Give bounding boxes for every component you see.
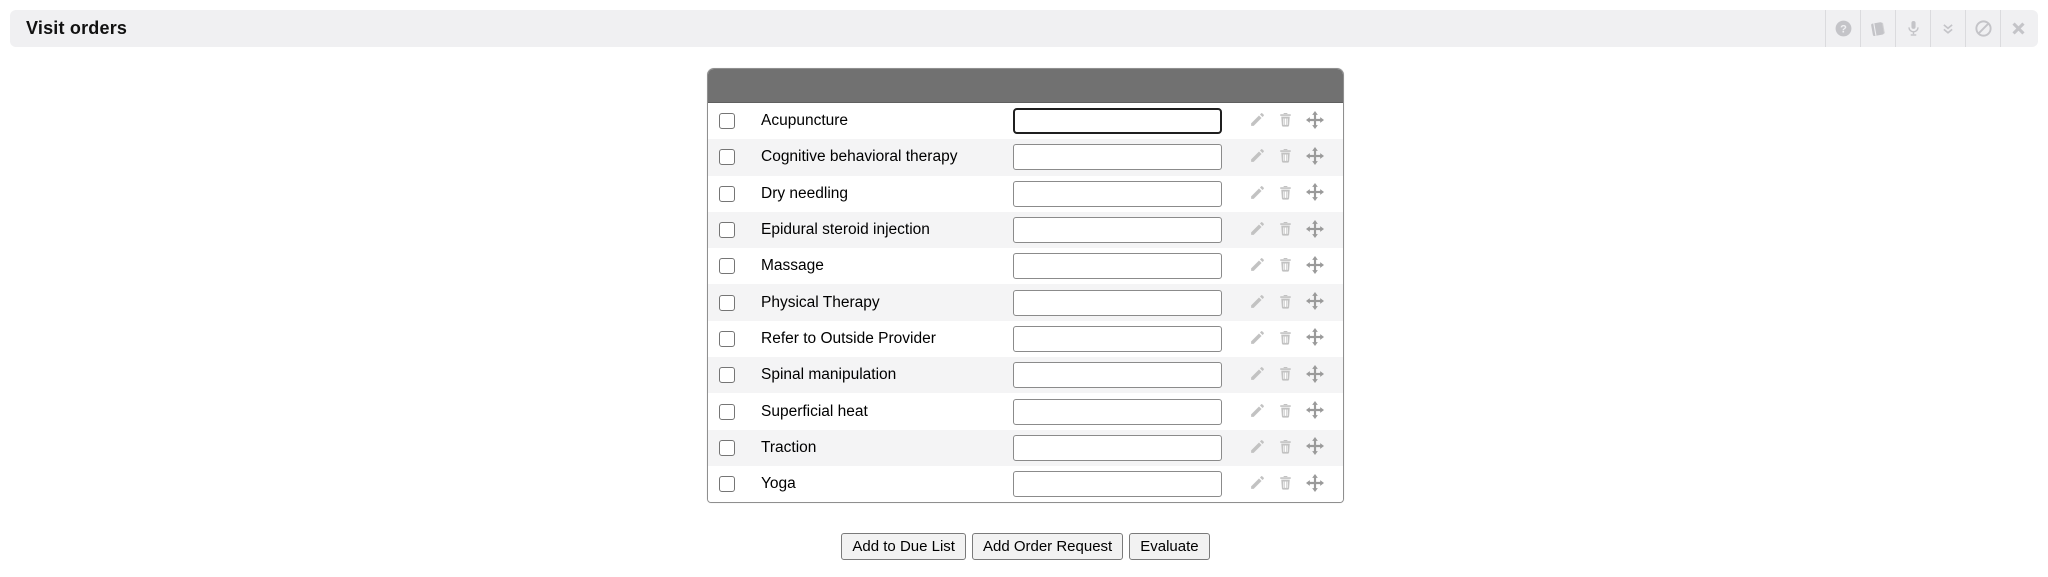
delete-button[interactable] bbox=[1277, 293, 1294, 313]
order-row bbox=[708, 212, 1343, 248]
trash-icon bbox=[1277, 293, 1294, 313]
pencil-icon bbox=[1249, 438, 1266, 458]
order-checkbox[interactable] bbox=[719, 367, 735, 383]
order-detail-input[interactable] bbox=[1013, 290, 1222, 316]
row-icons bbox=[1249, 219, 1343, 242]
edit-button[interactable] bbox=[1249, 147, 1266, 167]
order-checkbox[interactable] bbox=[719, 149, 735, 165]
trash-icon bbox=[1277, 365, 1294, 385]
order-label: Massage bbox=[761, 257, 824, 275]
order-detail-input[interactable] bbox=[1013, 326, 1222, 352]
row-icons bbox=[1249, 255, 1343, 278]
delete-button[interactable] bbox=[1277, 220, 1294, 240]
titlebar-toolbar bbox=[1825, 10, 2035, 47]
move-arrows-icon bbox=[1305, 255, 1325, 278]
order-checkbox[interactable] bbox=[719, 404, 735, 420]
trash-icon bbox=[1277, 474, 1294, 494]
move-arrows-icon bbox=[1305, 473, 1325, 496]
help-icon bbox=[1834, 19, 1853, 38]
order-checkbox[interactable] bbox=[719, 258, 735, 274]
order-label: Refer to Outside Provider bbox=[761, 329, 936, 347]
move-handle[interactable] bbox=[1305, 255, 1325, 278]
prohibit-icon bbox=[1974, 19, 1993, 38]
microphone-icon bbox=[1904, 19, 1923, 38]
order-checkbox[interactable] bbox=[719, 295, 735, 311]
order-label: Traction bbox=[761, 438, 817, 456]
move-handle[interactable] bbox=[1305, 473, 1325, 496]
pencil-icon bbox=[1249, 184, 1266, 204]
order-detail-input[interactable] bbox=[1013, 435, 1222, 461]
edit-button[interactable] bbox=[1249, 329, 1266, 349]
pencil-icon bbox=[1249, 402, 1266, 422]
trash-icon bbox=[1277, 220, 1294, 240]
move-handle[interactable] bbox=[1305, 219, 1325, 242]
order-detail-input[interactable] bbox=[1013, 217, 1222, 243]
move-arrows-icon bbox=[1305, 364, 1325, 387]
order-row bbox=[708, 466, 1343, 502]
order-checkbox[interactable] bbox=[719, 440, 735, 456]
add-order-request-button[interactable]: Add Order Request bbox=[972, 533, 1123, 560]
edit-button[interactable] bbox=[1249, 365, 1266, 385]
pencil-icon bbox=[1249, 293, 1266, 313]
order-checkbox[interactable] bbox=[719, 331, 735, 347]
delete-button[interactable] bbox=[1277, 438, 1294, 458]
row-icons bbox=[1249, 146, 1343, 169]
trash-icon bbox=[1277, 402, 1294, 422]
row-icons bbox=[1249, 110, 1343, 133]
close-icon bbox=[2010, 20, 2027, 37]
disable-button[interactable] bbox=[1965, 10, 2000, 47]
visit-orders-panel bbox=[707, 68, 1344, 503]
delete-button[interactable] bbox=[1277, 329, 1294, 349]
delete-button[interactable] bbox=[1277, 402, 1294, 422]
pencil-icon bbox=[1249, 111, 1266, 131]
svg-text:?: ? bbox=[1839, 23, 1847, 36]
order-detail-input[interactable] bbox=[1013, 471, 1222, 497]
help-button[interactable] bbox=[1825, 10, 1860, 47]
delete-button[interactable] bbox=[1277, 111, 1294, 131]
order-rows bbox=[708, 103, 1343, 502]
trash-icon bbox=[1277, 438, 1294, 458]
chevron-double-down-icon bbox=[1939, 20, 1957, 38]
order-row bbox=[708, 284, 1343, 320]
order-row bbox=[708, 103, 1343, 139]
move-handle[interactable] bbox=[1305, 400, 1325, 423]
order-detail-input[interactable] bbox=[1013, 399, 1222, 425]
order-detail-input[interactable] bbox=[1013, 144, 1222, 170]
delete-button[interactable] bbox=[1277, 474, 1294, 494]
row-icons bbox=[1249, 473, 1343, 496]
delete-button[interactable] bbox=[1277, 256, 1294, 276]
trash-icon bbox=[1277, 184, 1294, 204]
order-label: Epidural steroid injection bbox=[761, 221, 930, 239]
page-title: Visit orders bbox=[26, 18, 128, 38]
reference-book-icon bbox=[1868, 19, 1888, 39]
order-detail-input[interactable] bbox=[1013, 108, 1222, 134]
order-row bbox=[708, 139, 1343, 175]
order-row bbox=[708, 430, 1343, 466]
move-arrows-icon bbox=[1305, 327, 1325, 350]
trash-icon bbox=[1277, 329, 1294, 349]
trash-icon bbox=[1277, 147, 1294, 167]
pencil-icon bbox=[1249, 365, 1266, 385]
move-handle[interactable] bbox=[1305, 146, 1325, 169]
order-label: Cognitive behavioral therapy bbox=[761, 148, 958, 166]
trash-icon bbox=[1277, 256, 1294, 276]
order-checkbox[interactable] bbox=[719, 476, 735, 492]
delete-button[interactable] bbox=[1277, 147, 1294, 167]
reference-book-button[interactable] bbox=[1860, 10, 1895, 47]
order-checkbox[interactable] bbox=[719, 222, 735, 238]
move-arrows-icon bbox=[1305, 146, 1325, 169]
delete-button[interactable] bbox=[1277, 365, 1294, 385]
move-arrows-icon bbox=[1305, 182, 1325, 205]
edit-button[interactable] bbox=[1249, 438, 1266, 458]
trash-icon bbox=[1277, 111, 1294, 131]
collapse-button[interactable] bbox=[1930, 10, 1965, 47]
order-row bbox=[708, 176, 1343, 212]
edit-button[interactable] bbox=[1249, 111, 1266, 131]
close-button[interactable] bbox=[2000, 10, 2035, 47]
order-row bbox=[708, 248, 1343, 284]
order-label: Acupuncture bbox=[761, 112, 849, 130]
pencil-icon bbox=[1249, 147, 1266, 167]
order-detail-input[interactable] bbox=[1013, 181, 1222, 207]
pencil-icon bbox=[1249, 220, 1266, 240]
order-row bbox=[708, 393, 1343, 429]
move-arrows-icon bbox=[1305, 400, 1325, 423]
order-label: Spinal manipulation bbox=[761, 366, 897, 384]
row-icons bbox=[1249, 291, 1343, 314]
order-detail-input[interactable] bbox=[1013, 362, 1222, 388]
delete-button[interactable] bbox=[1277, 184, 1294, 204]
row-icons bbox=[1249, 400, 1343, 423]
move-handle[interactable] bbox=[1305, 327, 1325, 350]
titlebar bbox=[10, 10, 2038, 47]
edit-button[interactable] bbox=[1249, 293, 1266, 313]
row-icons bbox=[1249, 327, 1343, 350]
row-icons bbox=[1249, 364, 1343, 387]
action-buttons bbox=[707, 533, 1344, 560]
edit-button[interactable] bbox=[1249, 474, 1266, 494]
order-label: Yoga bbox=[761, 475, 796, 493]
edit-button[interactable] bbox=[1249, 220, 1266, 240]
move-arrows-icon bbox=[1305, 291, 1325, 314]
order-label: Superficial heat bbox=[761, 402, 868, 420]
move-handle[interactable] bbox=[1305, 364, 1325, 387]
move-arrows-icon bbox=[1305, 436, 1325, 459]
order-row bbox=[708, 357, 1343, 393]
order-label: Dry needling bbox=[761, 184, 849, 202]
move-handle[interactable] bbox=[1305, 182, 1325, 205]
row-icons bbox=[1249, 436, 1343, 459]
row-icons bbox=[1249, 182, 1343, 205]
edit-button[interactable] bbox=[1249, 256, 1266, 276]
edit-button[interactable] bbox=[1249, 402, 1266, 422]
order-detail-input[interactable] bbox=[1013, 253, 1222, 279]
order-checkbox[interactable] bbox=[719, 113, 735, 129]
order-checkbox[interactable] bbox=[719, 186, 735, 202]
pencil-icon bbox=[1249, 329, 1266, 349]
dictation-button[interactable] bbox=[1895, 10, 1930, 47]
add-to-due-list-button[interactable]: Add to Due List bbox=[841, 533, 966, 560]
move-arrows-icon bbox=[1305, 219, 1325, 242]
table-header-bar bbox=[708, 69, 1343, 103]
move-handle[interactable] bbox=[1305, 436, 1325, 459]
order-label: Physical Therapy bbox=[761, 293, 880, 311]
evaluate-button[interactable]: Evaluate bbox=[1129, 533, 1209, 560]
move-handle[interactable] bbox=[1305, 110, 1325, 133]
edit-button[interactable] bbox=[1249, 184, 1266, 204]
pencil-icon bbox=[1249, 474, 1266, 494]
move-arrows-icon bbox=[1305, 110, 1325, 133]
order-row bbox=[708, 321, 1343, 357]
move-handle[interactable] bbox=[1305, 291, 1325, 314]
pencil-icon bbox=[1249, 256, 1266, 276]
